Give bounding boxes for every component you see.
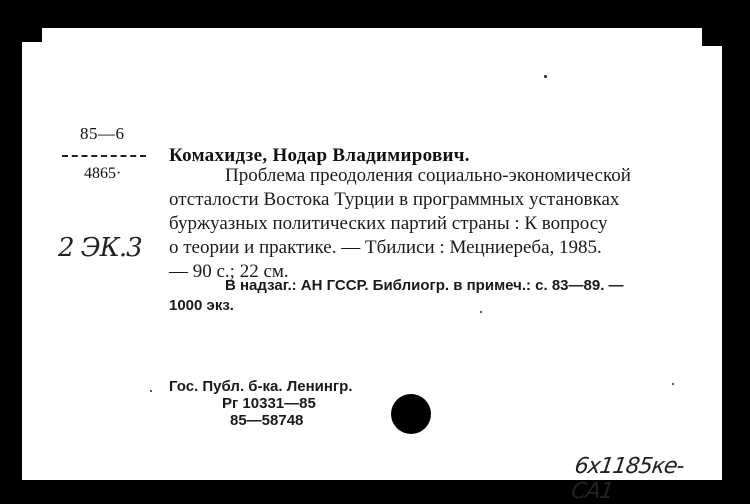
title-line: о теории и практике. — Тбилиси : Мецниереба, 1985. [169,237,602,258]
handwritten-note: 2 ЭК.3 [58,233,142,263]
title-line: буржуазных политических партий страны : К вопросу [169,213,608,234]
title-line: отсталости Востока Турции в программных установках [169,189,620,210]
handwritten-bottom-note: 6х1185ке-СА1 [569,454,686,504]
title-line: — 90 с.; 22 см. [169,261,289,282]
call-number-divider [62,155,146,157]
library-stamp [169,378,353,429]
notes-block [169,276,725,316]
call-number-top: 85—6 [80,124,125,143]
notes-line: В надзаг.: АН ГССР. Библиогр. в примеч.: с. 83—89. — [225,277,624,294]
call-number-bottom: 4865· [84,165,122,182]
dust-speck [150,390,152,392]
stamp-line-number: 85—58748 [230,412,304,429]
title-line: Проблема преодоления социально-экономической [225,165,631,186]
dust-speck [672,383,674,385]
title-block [169,164,725,284]
notes-line: 1000 экз. [169,297,234,314]
card-corner-shadow [22,28,42,42]
stamp-line-code: Рг 10331—85 [222,395,316,412]
punch-hole [391,394,431,434]
dust-speck [544,75,547,78]
card-corner-shadow [702,28,722,46]
catalog-card [22,28,722,504]
dust-speck [480,311,482,313]
author-heading: Комахидзе, Нодар Владимирович. [169,145,470,166]
stamp-line-library: Гос. Публ. б-ка. Ленингр. [169,378,353,395]
